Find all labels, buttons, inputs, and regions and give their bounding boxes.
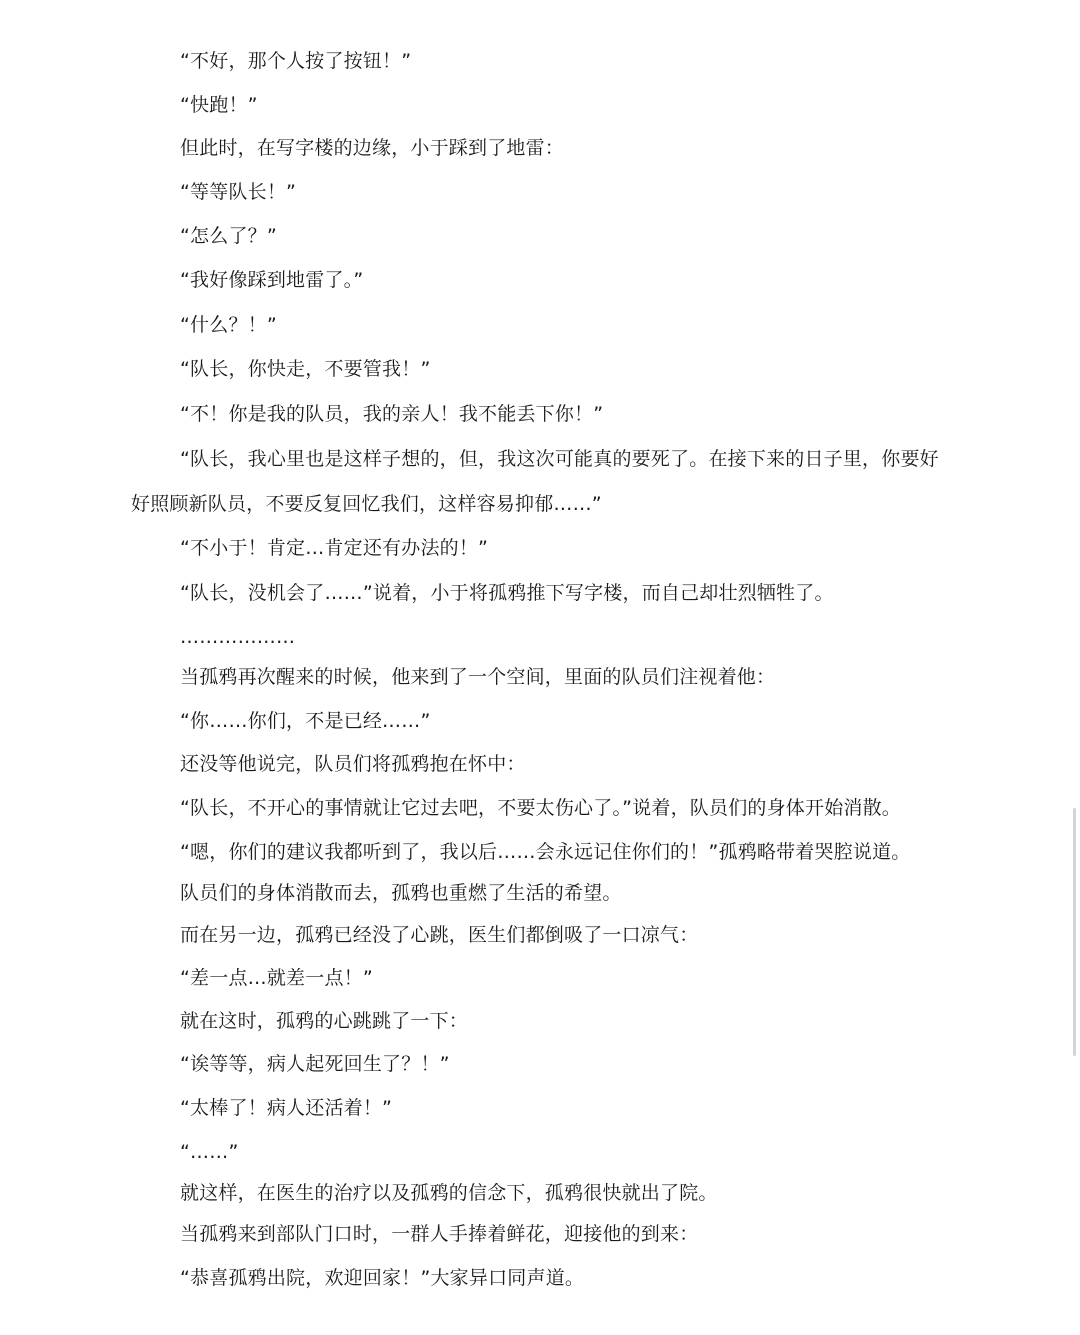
scene-divider: ……………… [180,626,296,648]
paragraph-line: 但此时，在写字楼的边缘，小于踩到了地雷： [180,137,565,159]
paragraph-line: “不！你是我的队员，我的亲人！我不能丢下你！” [180,403,604,425]
paragraph-line: “不好，那个人按了按钮！” [180,50,412,72]
paragraph-line: “队长，没机会了……”说着，小于将孤鸦推下写字楼，而自己却壮烈牺牲了。 [180,582,834,604]
paragraph-line: “队长，你快走，不要管我！” [180,358,431,380]
paragraph-line: “等等队长！” [180,181,297,203]
paragraph-line: “嗯，你们的建议我都听到了，我以后……会永远记住你们的！”孤鸦略带着哭腔说道。 [180,841,911,863]
paragraph-line: 当孤鸦来到部队门口时，一群人手捧着鲜花，迎接他的到来： [180,1223,699,1245]
paragraph-line: 而在另一边，孤鸦已经没了心跳，医生们都倒吸了一口凉气： [180,924,699,946]
paragraph-line: 就这样，在医生的治疗以及孤鸦的信念下，孤鸦很快就出了院。 [180,1182,718,1204]
paragraph-line: “队长，我心里也是这样子想的，但，我这次可能真的要死了。在接下来的日子里，你要好 [180,448,939,470]
paragraph-line: “诶等等，病人起死回生了？！” [180,1053,450,1075]
paragraph-line: 好照顾新队员，不要反复回忆我们，这样容易抑郁……” [131,493,602,515]
paragraph-line: “太棒了！病人还活着！” [180,1097,393,1119]
paragraph-line: “队长，不开心的事情就让它过去吧，不要太伤心了。”说着，队员们的身体开始消散。 [180,797,901,819]
paragraph-line: 当孤鸦再次醒来的时候，他来到了一个空间，里面的队员们注视着他： [180,666,776,688]
paragraph-line: “恭喜孤鸦出院，欢迎回家！”大家异口同声道。 [180,1267,585,1289]
paragraph-line: “你……你们，不是已经……” [180,710,431,732]
paragraph-line: “……” [180,1141,239,1163]
paragraph-line: “我好像踩到地雷了。” [180,269,364,291]
paragraph-line: 队员们的身体消散而去，孤鸦也重燃了生活的希望。 [180,882,622,904]
paragraph-line: 就在这时，孤鸦的心跳跳了一下： [180,1010,469,1032]
vertical-scrollbar[interactable] [1073,808,1076,1056]
paragraph-line: “什么？！” [180,314,277,336]
paragraph-line: “快跑！” [180,94,258,116]
paragraph-line: “差一点…就差一点！” [180,967,373,989]
paragraph-line: “怎么了？” [180,225,277,247]
paragraph-line: 还没等他说完，队员们将孤鸦抱在怀中： [180,753,526,775]
paragraph-line: “不小于！肯定…肯定还有办法的！” [180,537,489,559]
